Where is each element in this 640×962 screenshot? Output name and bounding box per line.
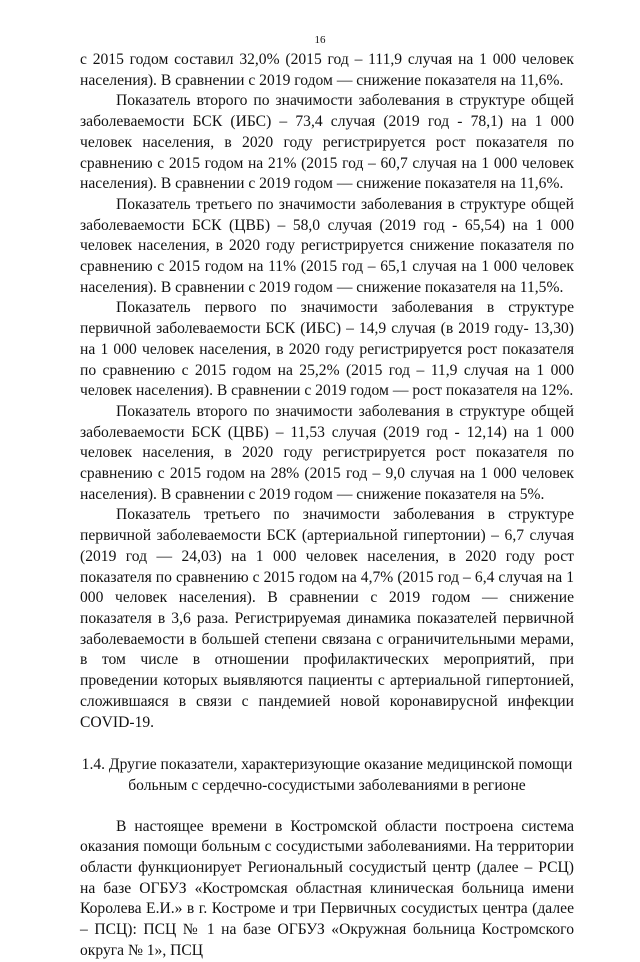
section-heading (80, 755, 574, 796)
spacer (80, 797, 574, 817)
paragraph: Показатель третьего по значимости заболевания в структуре общей заболеваемости БСК (ЦВБ) – 58,0 случая (2019 год - 65,54) на 1 000 человек населения, в 2020 году регистрируется снижение показателя по сравнению с 2015 годом на 11% (2015 год – 65,1 случая на 1 000 человек населения). В сравнении с 2019 годом — снижение показателя на 11,5%. (80, 195, 574, 296)
paragraph: Показатель первого по значимости заболевания в структуре первичной заболеваемости БСК (ИБС) – 14,9 случая (в 2019 году- 13,30) на 1 000 человек населения, в 2020 году регистрируется рост показателя по сравнению с 2015 годом на 25,2% (2015 год – 11,9 случая на 1 000 человек населения). В сравнении с 2019 годом — рост показателя на 12%. (80, 299, 574, 400)
paragraph: Показатель второго по значимости заболевания в структуре общей заболеваемости БСК (ЦВБ) – 11,53 случая (2019 год - 12,14) на 1 000 человек населения, в 2020 году регистрируется рост показателя по сравнению с 2015 годом на 28% (2015 год – 9,0 случая на 1 000 человек населения). В сравнении с 2019 годом — снижение показателя на 5%. (80, 402, 574, 503)
document-body (80, 50, 574, 962)
paragraph: Показатель второго по значимости заболевания в структуре общей заболеваемости БСК (ИБС) – 73,4 случая (2019 год - 78,1) на 1 000 человек населения, в 2020 году регистрируется рост показателя по сравнению с 2015 годом на 21% (2015 год – 60,7 случая на 1 000 человек населения). В сравнении с 2019 годом — снижение показателя на 11,6%. (80, 92, 574, 193)
paragraph: с 2015 годом составил 32,0% (2015 год – 111,9 случая на 1 000 человек населения). В сравнении с 2019 годом — снижение показателя на 11,6%. (80, 51, 574, 89)
section-heading-line: больным с сердечно-сосудистыми заболеваниями в регионе (128, 776, 526, 794)
paragraph: В настоящее времени в Костромской области построена система оказания помощи больным с сосудистыми заболеваниями. На территории области функционирует Региональный сосудистый центр (далее – РСЦ) на базе ОГБУЗ «Костромская областная клиническая больница имени Королева Е.И.» в г. Костроме и три Первичных сосудистых центра (далее – ПСЦ): ПСЦ № 1 на базе ОГБУЗ «Окружная больница Костромского округа № 1», ПСЦ (80, 817, 574, 959)
paragraph: Показатель третьего по значимости заболевания в структуре первичной заболеваемости БСК (артериальной гипертонии) – 6,7 случая (2019 год — 24,03) на 1 000 человек населения, в 2020 году рост показателя по сравнению с 2015 годом на 4,7% (2015 год – 6,4 случая на 1 000 человек населения). В сравнении с 2019 годом — снижение показателя в 3,6 раза. Регистрируемая динамика показателей первичной заболеваемости в большей степени связана с ограничительными мерами, в том числе в отношении профилактических мероприятий, при проведении которых выявляются пациенты с артериальной гипертонией, сложившаяся в связи с пандемией новой коронавирусной инфекции COVID-19. (80, 506, 574, 731)
page-number: 16 (314, 34, 326, 46)
section-heading-line: 1.4. Другие показатели, характеризующие оказание медицинской помощи (81, 756, 573, 774)
